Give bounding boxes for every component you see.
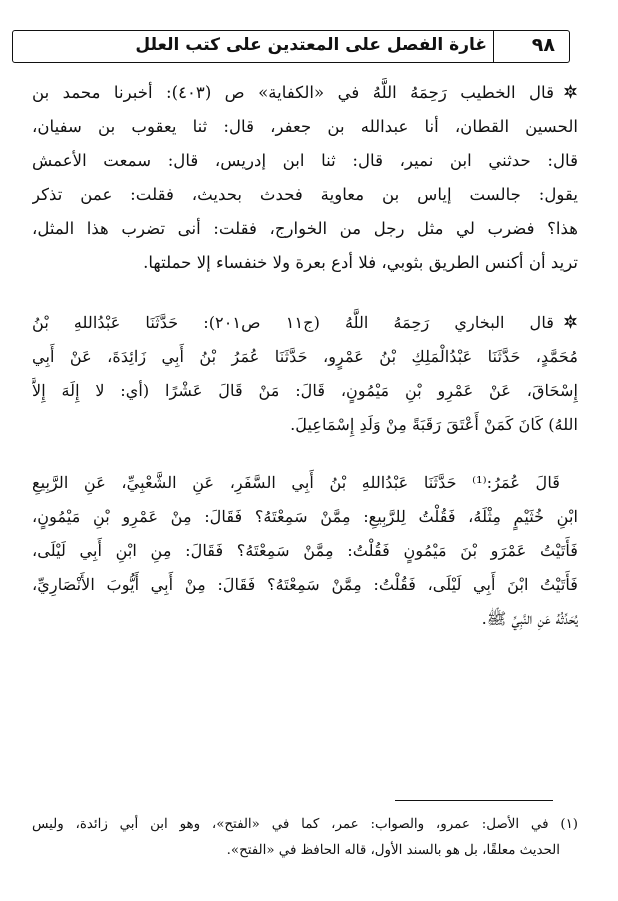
text-line: فَأَتَيْتُ ابْنَ أَبِي لَيْلَى، فَقُلْتُ: مِمَّنْ سَمِعْتَهُ؟ فَقَالَ: مِنْ أَبِي أَيُّوبَ الأَنْصَارِيِّ، — [32, 575, 578, 594]
star-flower-icon — [563, 314, 578, 329]
text-line: إِسْحَاقَ، عَنْ عَمْرِو بْنِ مَيْمُونٍ، قَالَ: مَنْ قَالَ عَشْرًا (أي: لا إِلَهَ إِلاَّ — [32, 381, 578, 400]
text-line: اللهُ) كَانَ كَمَنْ أَعْتَقَ رَقَبَةً مِنْ وَلَدِ إِسْمَاعِيلَ. — [290, 415, 578, 434]
footnotes — [32, 812, 578, 864]
footnote-line: (١) في الأصل: عمرو، والصواب: عمر، كما في «الفتح»، وهو ابن أبي زائدة، وليس — [32, 817, 578, 832]
text-line: قال البخاري رَحِمَهُ اللَّهُ (ج١١ ص٢٠١): حَدَّثَنَا عَبْدُاللهِ بْنُ — [32, 306, 578, 340]
footnote-line: الحديث معلقًا، بل هو بالسند الأول، قاله الحافظ في «الفتح». — [226, 843, 560, 858]
page-number-box — [493, 30, 569, 63]
running-title: غارة الفصل على المعتدين على كتب العلل — [135, 35, 487, 55]
text-line: الحسين القطان، أنا عبدالله بن جعفر، قال: ثنا يعقوب بن سفيان، — [32, 117, 578, 136]
text-line: قال الخطيب رَحِمَهُ اللَّهُ في «الكفاية» ص (٤٠٣): أخبرنا محمد بن — [32, 76, 578, 110]
text-line: يُحَدِّثُهُ عَنِ النَّبِيِّ ﷺ. — [481, 609, 578, 628]
page-header — [12, 30, 570, 63]
text-line: هذا؟ فضرب لي مثل رجل من الخوارج، فقلت: أنى تضرب هذا المثل، — [32, 219, 578, 238]
paragraph-umar — [32, 466, 578, 636]
page-number: ٩٨ — [531, 33, 555, 56]
footnote-separator — [395, 800, 553, 801]
text-line: يقول: جالست إياس بن معاوية فحدث بحديث، فقلت: عمن تذكر — [32, 185, 578, 204]
paragraph-khatib — [32, 76, 578, 280]
paragraph-bukhari — [32, 306, 578, 442]
text-line: ابْنِ خُثَيْمٍ مِثْلَهُ، فَقُلْتُ لِلرَّبِيعِ: مِمَّنْ سَمِعْتَهُ؟ فَقَالَ: مِنْ عَمْرِو بْنِ مَيْمُونٍ، — [32, 507, 578, 526]
text-line: تريد أن أكنس الطريق بثوبي، فلا أدع بعرة ولا خنفساء إلا حملتها. — [143, 253, 578, 272]
text-line: مُحَمَّدٍ، حَدَّثَنَا عَبْدُالْمَلِكِ بْنُ عَمْرٍو، حَدَّثَنَا عُمَرُ بْنُ أَبِي زَائِدَةَ، عَنْ أَبِي — [32, 347, 578, 366]
text-line: قَالَ عُمَرُ:⁽¹⁾ حَدَّثَنَا عَبْدُاللهِ بْنُ أَبِي السَّفَرِ، عَنِ الشَّعْبِيِّ، عَنِ الرَّبِيعِ — [32, 473, 560, 492]
text-line: فَأَتَيْتُ عَمْرَو بْنَ مَيْمُونٍ فَقُلْتُ: مِمَّنْ سَمِعْتَهُ؟ فَقَالَ: مِنِ ابْنِ أَبِي لَيْلَى، — [32, 541, 578, 560]
text-line: قال: حدثني ابن نمير، قال: ثنا ابن إدريس، قال: سمعت الأعمش — [32, 151, 578, 170]
star-flower-icon — [563, 84, 578, 99]
